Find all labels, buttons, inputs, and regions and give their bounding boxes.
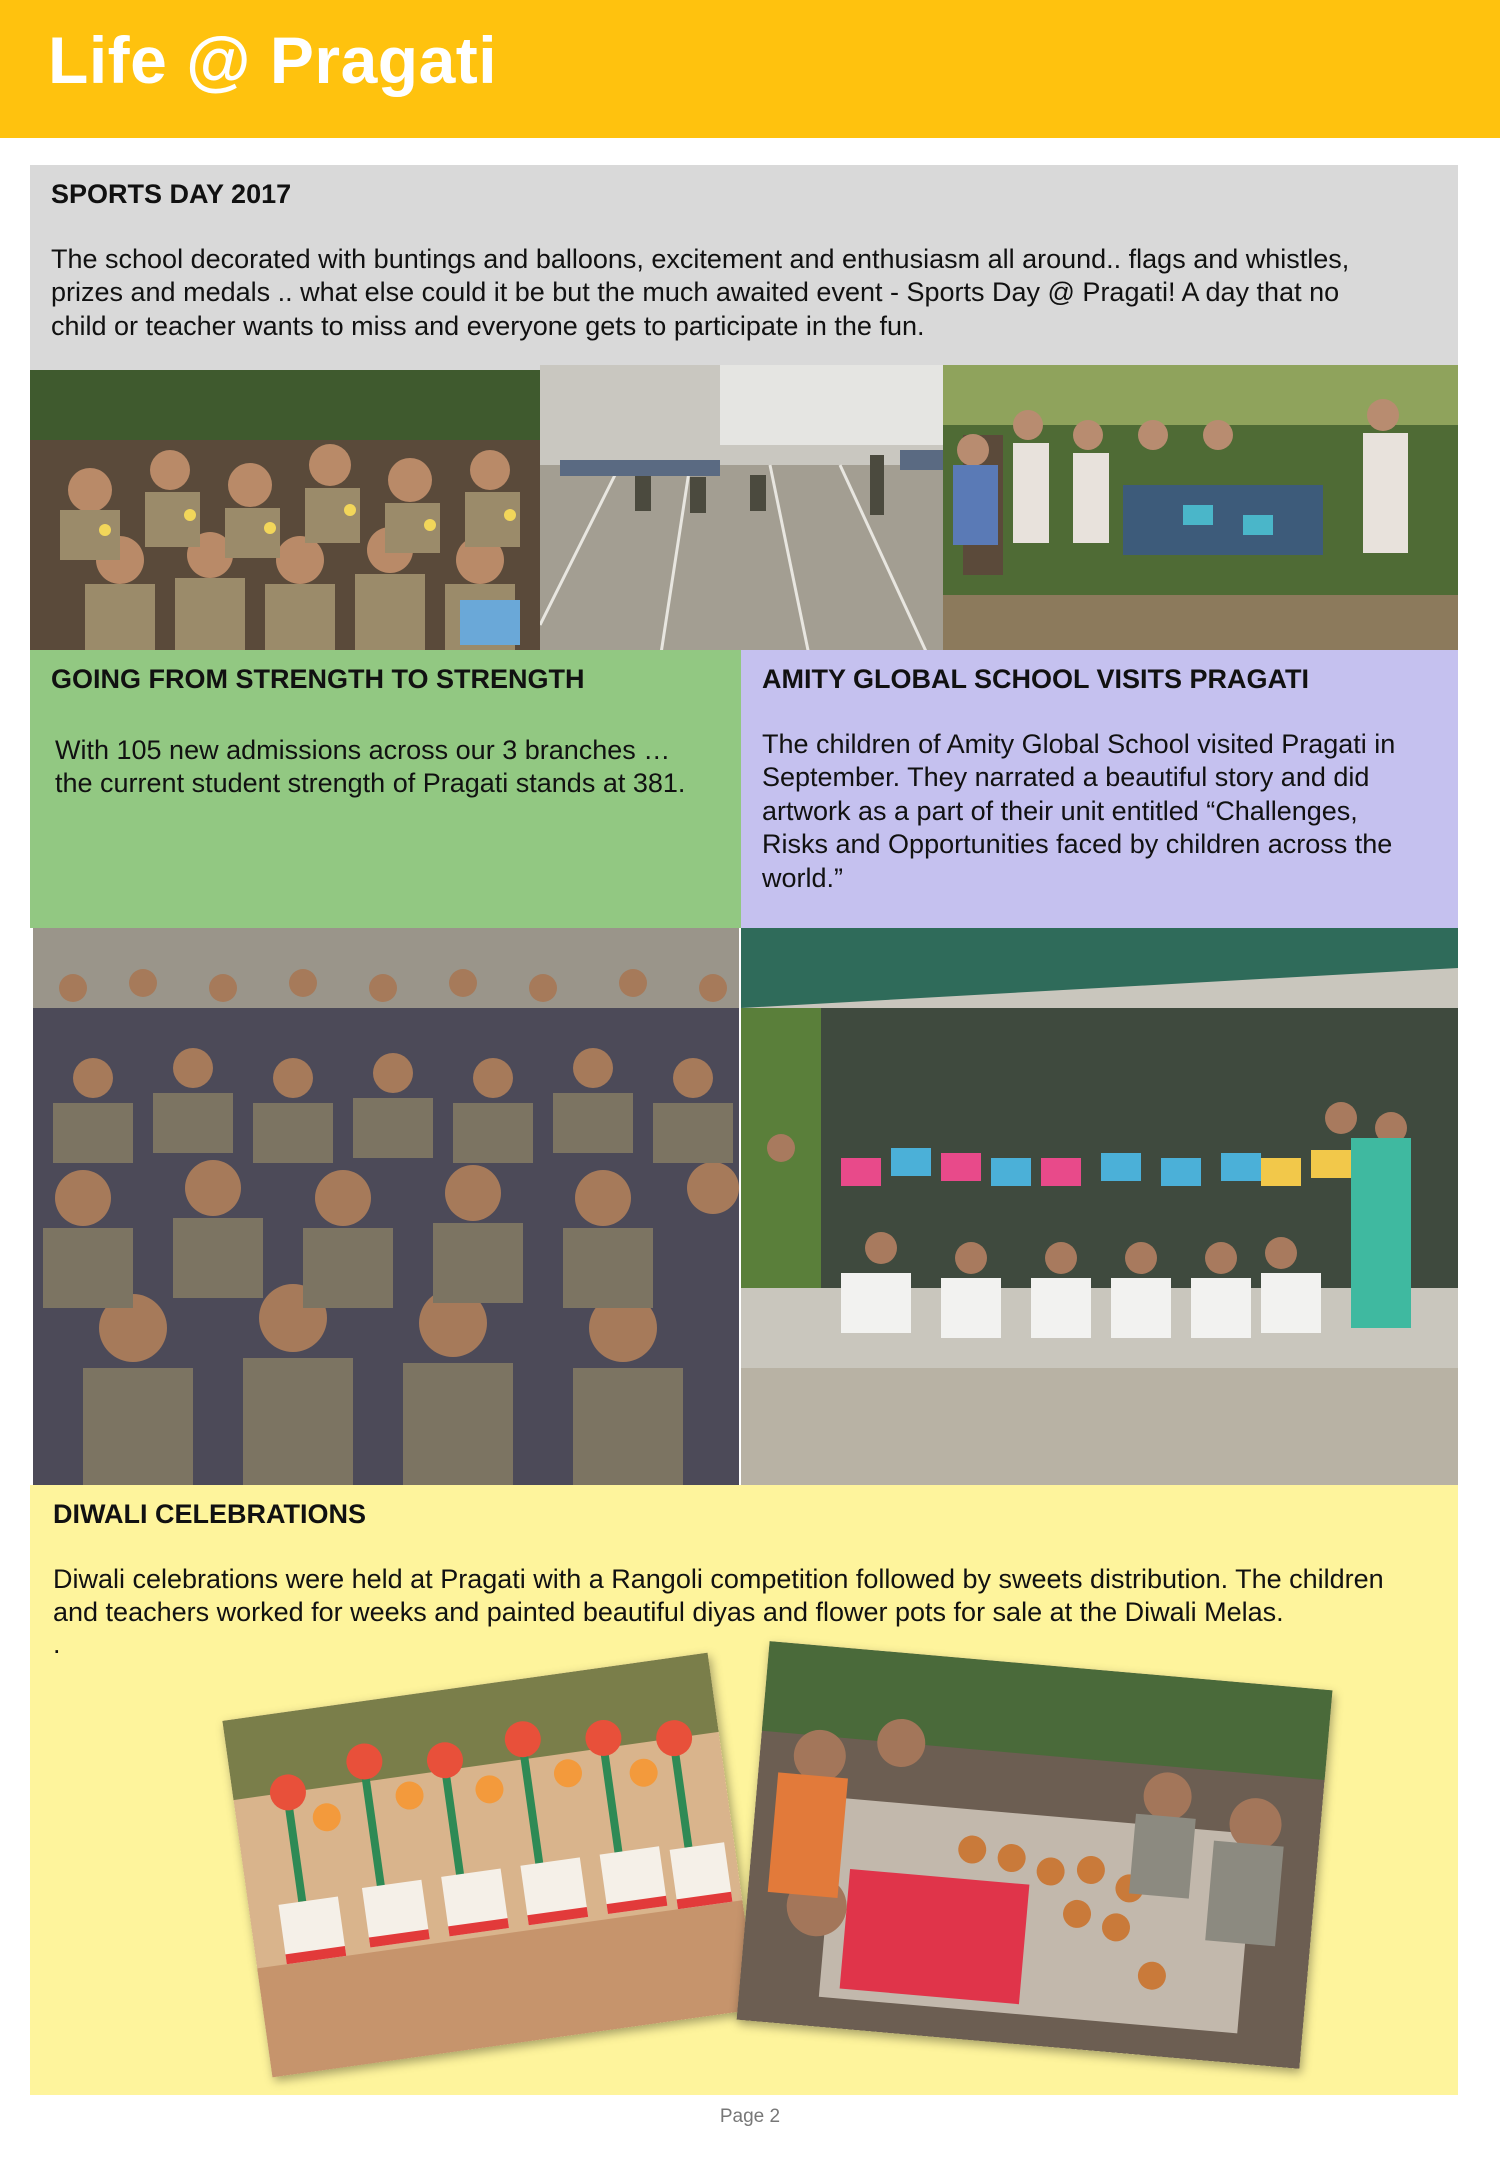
amity-line-1: The children of Amity Global School visited Pragati in — [762, 729, 1396, 759]
strength-section — [30, 650, 741, 928]
strength-line-1: With 105 new admissions across our 3 branches … — [55, 735, 671, 765]
sports-race-photo — [540, 365, 943, 660]
amity-line-3: artwork as a part of their unit entitled “Challenges, — [762, 796, 1358, 826]
amity-line-5: world.” — [762, 863, 844, 893]
amity-section — [741, 650, 1458, 928]
students-assembly-photo — [33, 928, 739, 1485]
amity-heading: AMITY GLOBAL SCHOOL VISITS PRAGATI — [762, 664, 1310, 694]
strength-heading: GOING FROM STRENGTH TO STRENGTH — [51, 664, 585, 694]
sports-day-line-2: prizes and medals .. what else could it be but the much awaited event - Sports Day @ Pragati! A day that no — [51, 277, 1340, 307]
page-number: Page 2 — [719, 2106, 781, 2127]
sports-day-heading: SPORTS DAY 2017 — [51, 179, 292, 209]
flower-pots-photo — [222, 1653, 757, 2078]
sports-medals-photo — [30, 370, 540, 658]
sports-group-photo — [943, 365, 1458, 650]
diwali-line-1: Diwali celebrations were held at Pragati with a Rangoli competition followed by sweets distribution. The children — [53, 1564, 1384, 1594]
diwali-heading: DIWALI CELEBRATIONS — [53, 1499, 366, 1529]
sports-day-line-1: The school decorated with buntings and balloons, excitement and enthusiasm all around.. flags and whistles, — [51, 244, 1350, 274]
amity-line-4: Risks and Opportunities faced by children across the — [762, 829, 1393, 859]
diwali-line-3: . — [53, 1629, 61, 1659]
sports-day-line-3: child or teacher wants to miss and everyone gets to participate in the fun. — [51, 311, 925, 341]
page-title: Life @ Pragati — [48, 23, 498, 97]
amity-visit-photo — [741, 928, 1458, 1485]
strength-line-2: the current student strength of Pragati stands at 381. — [55, 768, 686, 798]
diwali-section — [30, 1485, 1458, 2095]
sports-day-section — [30, 165, 1458, 370]
amity-line-2: September. They narrated a beautiful story and did — [762, 762, 1370, 792]
page-header — [0, 0, 1500, 138]
diya-painting-photo — [737, 1641, 1333, 2069]
diwali-line-2: and teachers worked for weeks and painted beautiful diyas and flower pots for sale at the Diwali Melas. — [53, 1597, 1284, 1627]
